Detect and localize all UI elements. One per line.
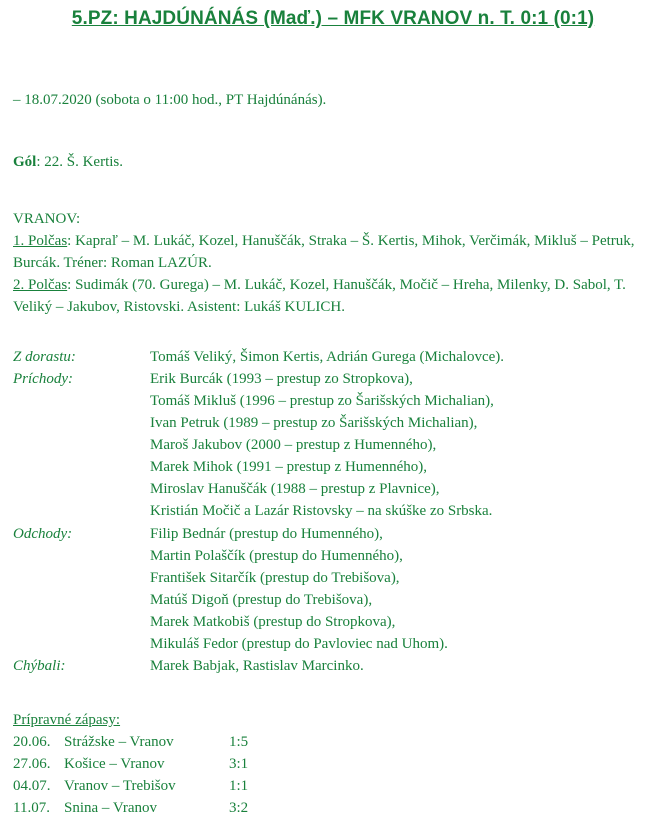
friendly-teams: Vranov – Trebišov	[64, 778, 176, 794]
friendly-date: 04.07.	[13, 778, 51, 794]
friendly-date: 20.06.	[13, 734, 51, 750]
first-half-text: : Kapraľ – M. Lukáč, Kozel, Hanuščák, Straka – Š. Kertis, Mihok, Verčimák, Mikluš – Petruk, Burcák. Tréner: Roman LAZÚR.	[13, 233, 635, 271]
goal-text: : 22. Š. Kertis.	[36, 154, 124, 170]
prichody-item: Maroš Jakubov (2000 – prestup z Humenného),	[150, 437, 437, 453]
odchody-label: Odchody:	[13, 526, 73, 542]
odchody-item: Matúš Digoň (prestup do Trebišova),	[150, 592, 373, 608]
lineup-first-half	[13, 230, 655, 274]
chybali-value: Marek Babjak, Rastislav Marcinko.	[150, 658, 364, 674]
friendly-teams: Košice – Vranov	[64, 756, 165, 772]
goal-line	[13, 152, 123, 172]
first-half-label: 1. Polčas	[13, 233, 68, 249]
prichody-label: Príchody:	[13, 371, 73, 387]
friendly-date: 27.06.	[13, 756, 51, 772]
prichody-item: Erik Burcák (1993 – prestup zo Stropkova),	[150, 371, 413, 387]
friendlies-heading: Prípravné zápasy:	[13, 712, 121, 728]
friendly-teams: Snina – Vranov	[64, 800, 157, 816]
chybali-label: Chýbali:	[13, 658, 66, 674]
prichody-item: Miroslav Hanuščák (1988 – prestup z Plavnice),	[150, 481, 440, 497]
match-title: 5.PZ: HAJDÚNÁNÁS (Maď.) – MFK VRANOV n. T. 0:1 (0:1)	[71, 8, 595, 29]
friendly-score: 3:2	[229, 800, 249, 816]
odchody-item: Mikuláš Fedor (prestup do Pavloviec nad Uhom).	[150, 636, 448, 652]
odchody-item: Martin Polaščík (prestup do Humenného),	[150, 548, 403, 564]
dorast-value: Tomáš Veliký, Šimon Kertis, Adrián Gurega (Michalovce).	[150, 349, 505, 365]
prichody-item: Tomáš Mikluš (1996 – prestup zo Šarišských Michalian),	[150, 393, 494, 409]
lineup-second-half	[13, 274, 655, 318]
prichody-item: Marek Mihok (1991 – prestup z Humenného),	[150, 459, 428, 475]
friendly-teams: Strážske – Vranov	[64, 734, 174, 750]
friendly-date: 11.07.	[13, 800, 50, 816]
second-half-label: 2. Polčas	[13, 277, 68, 293]
goal-label: Gól	[13, 154, 37, 170]
match-date-line: – 18.07.2020 (sobota o 11:00 hod., PT Hajdúnánás).	[13, 92, 327, 108]
second-half-text: : Sudimák (70. Gurega) – M. Lukáč, Kozel, Hanuščák, Močič – Hreha, Milenky, D. Sabol, T. Veliký – Jakubov, Ristovski. Asistent: Lukáš KULICH.	[13, 277, 626, 315]
odchody-item: Filip Bednár (prestup do Humenného),	[150, 526, 383, 542]
odchody-item: František Sitarčík (prestup do Trebišova),	[150, 570, 400, 586]
team-label: VRANOV:	[13, 211, 81, 227]
friendly-score: 3:1	[229, 756, 249, 772]
prichody-item: Kristián Močič a Lazár Ristovsky – na skúške zo Srbska.	[150, 503, 493, 519]
dorast-label: Z dorastu:	[13, 349, 76, 365]
friendly-score: 1:5	[229, 734, 249, 750]
odchody-item: Marek Matkobiš (prestup do Stropkova),	[150, 614, 396, 630]
friendly-score: 1:1	[229, 778, 249, 794]
prichody-item: Ivan Petruk (1989 – prestup zo Šarišských Michalian),	[150, 415, 478, 431]
